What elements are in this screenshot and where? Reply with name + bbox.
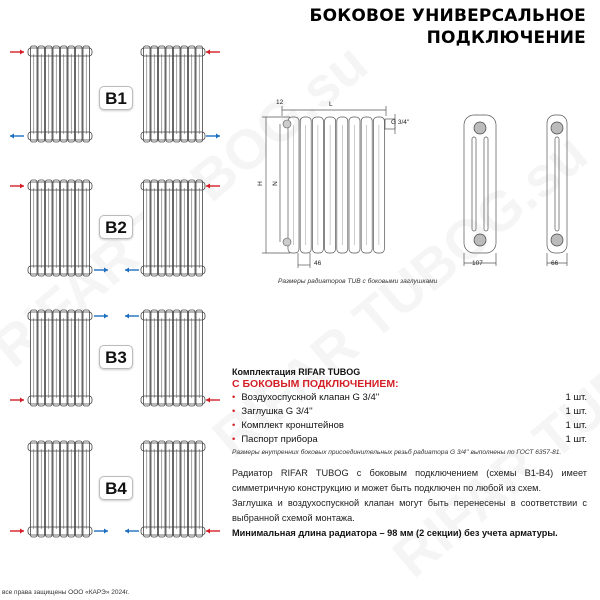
page-title: БОКОВОЕ УНИВЕРСАЛЬНОЕ [309, 6, 586, 26]
kit-item-name: Заглушка G 3/4'' [241, 406, 313, 417]
kit-subheading: С БОКОВЫМ ПОДКЛЮЧЕНИЕМ: [232, 378, 399, 390]
nipple-icon [474, 122, 486, 134]
kit-item-qty: 1 шт. [565, 406, 587, 417]
scheme-label-b4: B4 [99, 476, 133, 500]
dim-offset: 12 [276, 99, 284, 106]
kit-item-name: Комплект кронштейнов [241, 420, 344, 431]
tube [484, 137, 488, 231]
kit-item-name: Паспорт прибора [241, 434, 318, 445]
kit-item [232, 434, 587, 445]
kit-heading: Комплектация RIFAR TUBOG [232, 367, 361, 377]
nipple-icon [551, 122, 563, 134]
scheme-label-b2: B2 [99, 215, 133, 239]
dim-thread: G 3/4'' [391, 119, 410, 126]
bullet-icon: • [232, 406, 236, 417]
bullet-icon: • [232, 420, 236, 431]
tube [555, 137, 559, 231]
drawing-caption: Размеры радиаторов TUB с боковыми заглушками [278, 278, 438, 285]
kit-item-qty: 1 шт. [565, 420, 587, 431]
bullet-icon: • [232, 392, 236, 403]
kit-item [232, 406, 587, 417]
side-view-66 [547, 115, 567, 253]
dim-length: L [329, 101, 333, 108]
dim-depth-66: 66 [551, 260, 559, 267]
copyright: все права защищены ООО «КАРЭ» 2024г. [2, 589, 130, 596]
kit-item-qty: 1 шт. [565, 434, 587, 445]
nipple-icon [474, 234, 486, 246]
scheme-label-b3: B3 [99, 345, 133, 369]
plug-icon [283, 238, 291, 246]
scheme-label-b1: B1 [99, 86, 133, 110]
nipple-icon [551, 234, 563, 246]
page-title-line2: ПОДКЛЮЧЕНИЕ [426, 28, 586, 48]
bullet-icon: • [232, 434, 236, 445]
side-view-107 [464, 115, 496, 253]
kit-item-name: Воздухоспускной клапан G 3/4'' [241, 392, 380, 403]
tube [472, 137, 476, 231]
thread-note: Размеры внутренних боковых присоединительных резьб радиатора G 3/4'' выполнены по ГОСТ 6357-81. [232, 449, 562, 456]
description-p1: Радиатор RIFAR TUBOG с боковым подключением (схемы В1-В4) имеет симметричную конструкцию и может быть подключен по любой из схем. [232, 468, 587, 493]
plug-icon [283, 120, 291, 128]
kit-item [232, 392, 587, 403]
dim-depth-107: 107 [472, 260, 483, 267]
kit-item-qty: 1 шт. [565, 392, 587, 403]
description-p3: Минимальная длина радиатора – 98 мм (2 секции) без учета арматуры. [232, 528, 558, 538]
description-p2: Заглушка и воздухоспускной клапан могут быть перенесены в соответствии с выбранной схемой монтажа. [232, 498, 587, 523]
dim-height: H [256, 181, 264, 186]
dim-pitch: 46 [314, 260, 322, 267]
dim-axis: N [271, 181, 279, 186]
kit-item [232, 420, 587, 431]
